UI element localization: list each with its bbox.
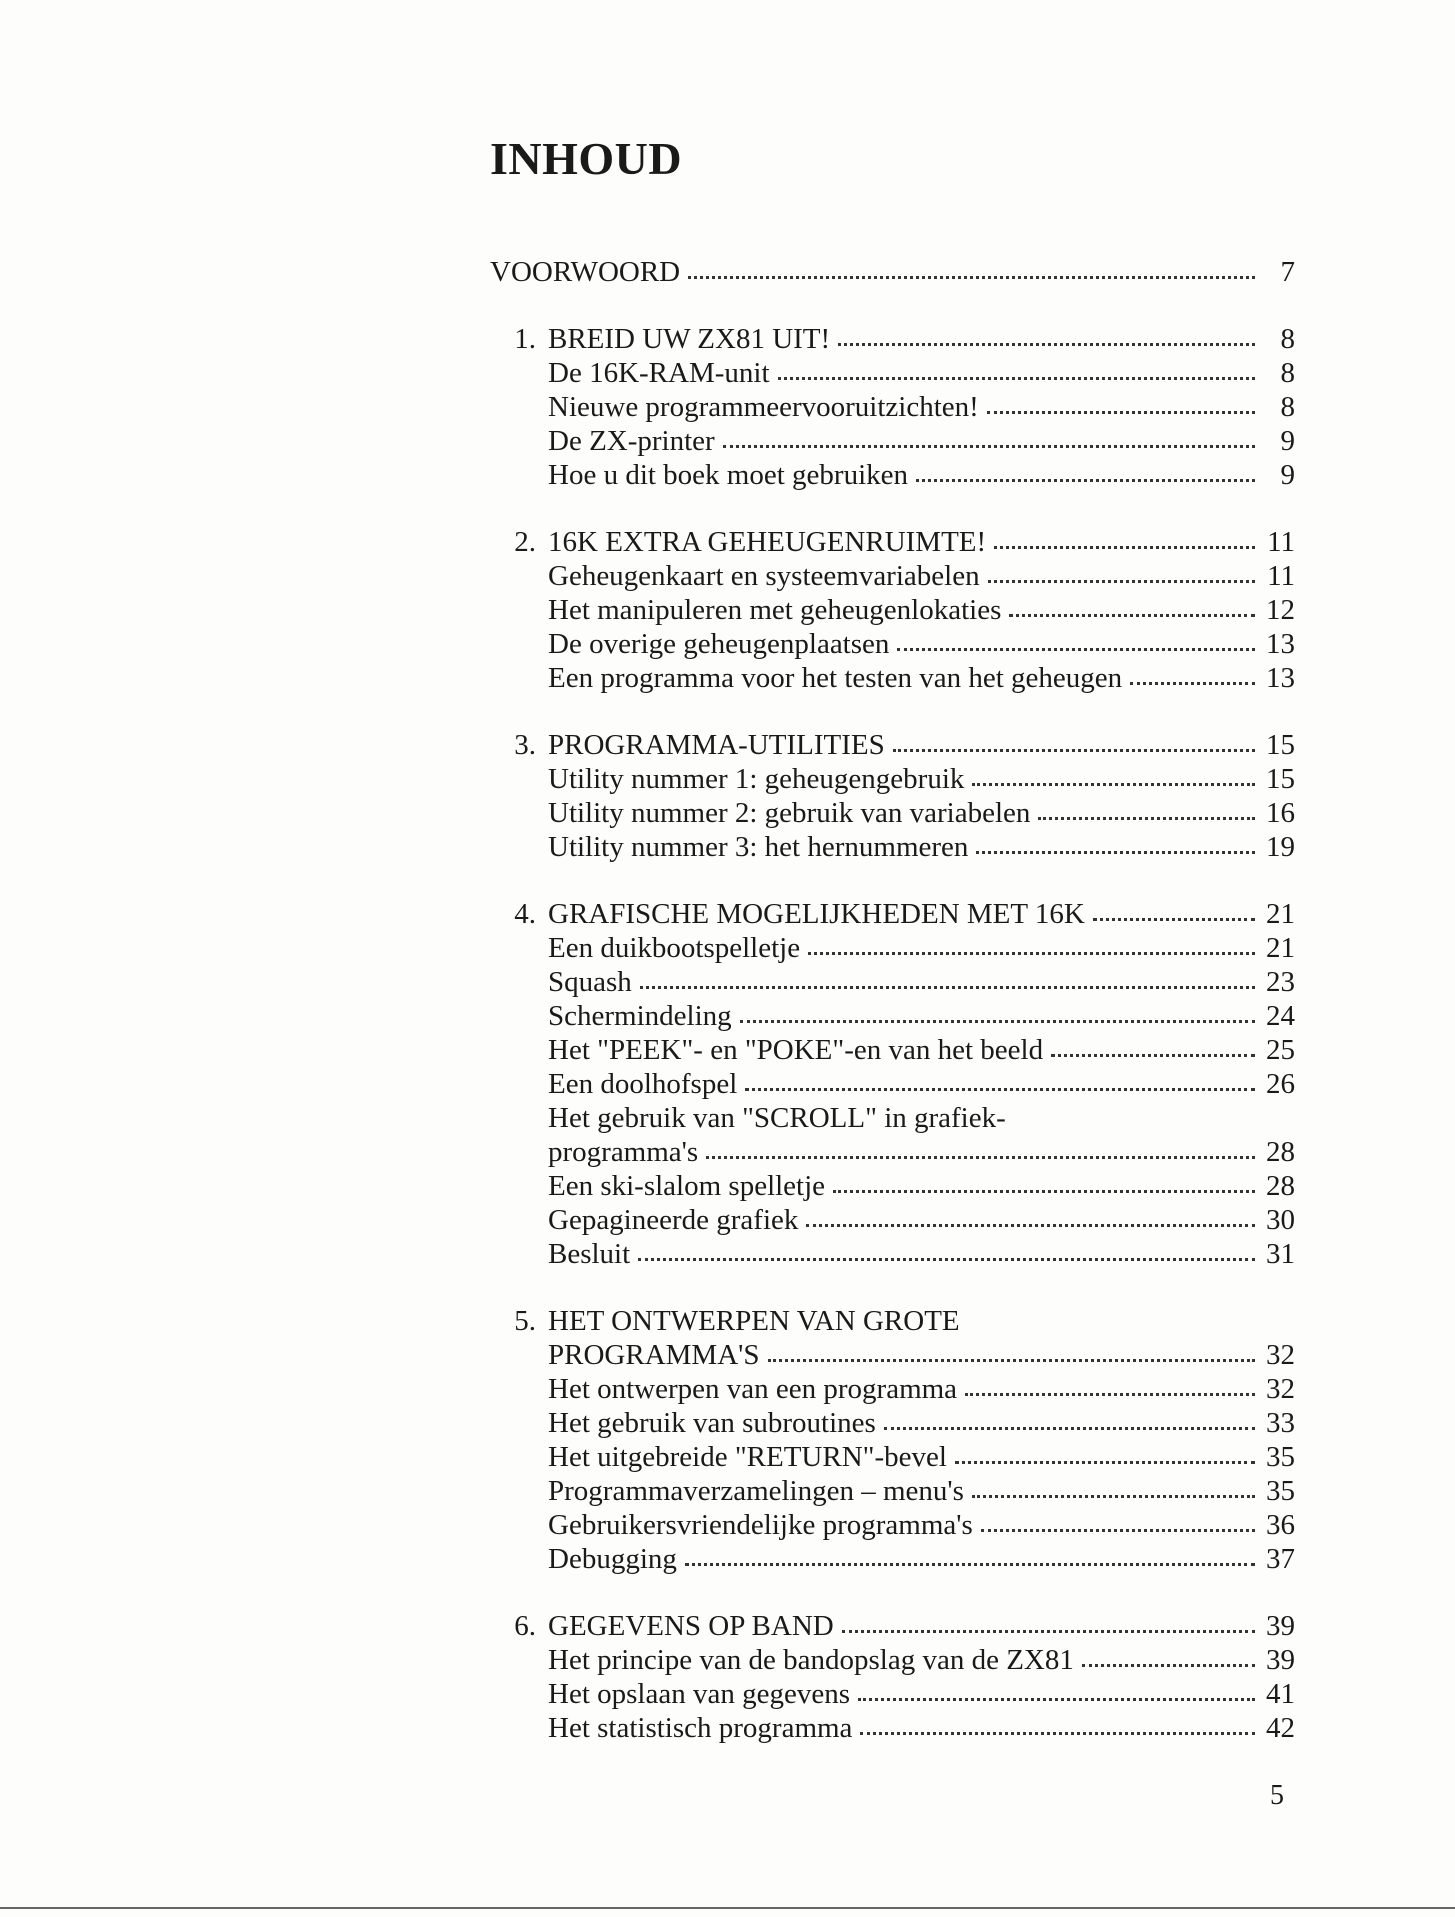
toc-entry-page: 16 (1266, 797, 1295, 829)
toc-entry (490, 525, 1295, 559)
toc-entry-title: Debugging (548, 1543, 677, 1575)
toc-entry-title: Hoe u dit boek moet gebruiken (548, 459, 908, 491)
toc-entry-number: 6. (514, 1610, 536, 1642)
toc-entry (490, 627, 1295, 661)
toc-entry-page: 23 (1266, 966, 1295, 998)
toc-entry-title: Het ontwerpen van een programma (548, 1373, 958, 1405)
dot-leader (1082, 1660, 1255, 1667)
toc-entry-page: 25 (1266, 1034, 1295, 1066)
toc-entry-page: 41 (1266, 1678, 1295, 1710)
toc-entry-title: Het uitgebreide "RETURN"-bevel (548, 1441, 947, 1473)
toc-entry (490, 1135, 1295, 1169)
dot-leader (893, 745, 1255, 752)
toc-entry-title: Schermindeling (548, 1000, 732, 1032)
toc-entry-title: Het gebruik van subroutines (548, 1407, 876, 1439)
toc-entry-title: Een duikbootspelletje (548, 932, 801, 964)
toc-entry (490, 965, 1295, 999)
toc-entry-page: 7 (1280, 256, 1295, 288)
toc-entry (490, 728, 1295, 762)
toc-entry-page: 35 (1266, 1441, 1295, 1473)
dot-leader (838, 339, 1255, 346)
dot-leader (987, 407, 1255, 414)
dot-leader (1130, 678, 1255, 685)
toc-entry-title: Nieuwe programmeervooruitzichten! (548, 391, 979, 423)
toc-entry-page: 26 (1266, 1068, 1295, 1100)
toc-entry-number: 2. (514, 526, 536, 558)
dot-leader (972, 1491, 1255, 1498)
page-title: INHOUD (490, 133, 683, 184)
toc-entry-page: 15 (1266, 729, 1295, 761)
toc-entry (490, 1542, 1295, 1576)
toc-entry-number: 5. (514, 1305, 536, 1337)
dot-leader (745, 1084, 1255, 1091)
toc-entry-title: 16K EXTRA GEHEUGENRUIMTE! (548, 526, 987, 558)
toc-entry-page: 8 (1280, 357, 1295, 389)
toc-entry-title: Besluit (548, 1238, 631, 1270)
toc-entry-title: GRAFISCHE MOGELIJKHEDEN MET 16K (548, 898, 1085, 930)
toc-entry-page: 8 (1280, 391, 1295, 423)
toc-entry (490, 390, 1295, 424)
toc-entry-title: De ZX-printer (548, 425, 715, 457)
toc-entry (490, 1677, 1295, 1711)
toc-entry-title: PROGRAMMA-UTILITIES (548, 729, 885, 761)
toc-entry-title: Utility nummer 2: gebruik van variabelen (548, 797, 1031, 829)
page-number: 5 (1270, 1780, 1284, 1811)
toc-entry-page: 11 (1267, 560, 1295, 592)
dot-leader (778, 373, 1255, 380)
toc-entry-page: 11 (1267, 526, 1295, 558)
toc-entry (490, 458, 1295, 492)
toc-entry-title: Het statistisch programma (548, 1712, 853, 1744)
toc-entry-page: 9 (1280, 459, 1295, 491)
dot-leader (806, 1220, 1255, 1227)
toc-entry-title: Een programma voor het testen van het geheugen (548, 662, 1123, 694)
toc-entry-page: 21 (1266, 898, 1295, 930)
dot-leader (897, 644, 1255, 651)
dot-leader (768, 1355, 1255, 1362)
toc-entry-page: 39 (1266, 1644, 1295, 1676)
toc-entry-number: 3. (514, 729, 536, 761)
toc-entry (490, 1440, 1295, 1474)
toc-entry-page: 13 (1266, 662, 1295, 694)
dot-leader (842, 1626, 1255, 1633)
toc-entry-page: 24 (1266, 1000, 1295, 1032)
toc-entry (490, 322, 1295, 356)
dot-leader (860, 1728, 1255, 1735)
toc-entry-number: 1. (514, 323, 536, 355)
toc-entry (490, 593, 1295, 627)
dot-leader (981, 1525, 1255, 1532)
toc-entry-page: 32 (1266, 1373, 1295, 1405)
toc-entry-title: Geheugenkaart en systeemvariabelen (548, 560, 980, 592)
toc-entry-title: Gepagineerde grafiek (548, 1204, 799, 1236)
toc-entry-title: programma's (548, 1136, 699, 1168)
toc-entry-title: Squash (548, 966, 632, 998)
dot-leader (740, 1016, 1255, 1023)
dot-leader (955, 1457, 1255, 1464)
dot-leader (988, 576, 1255, 583)
table-of-contents (490, 255, 1295, 1745)
toc-entry-title: VOORWOORD (490, 256, 681, 288)
toc-entry (490, 1711, 1295, 1745)
toc-entry-title: Het opslaan van gegevens (548, 1678, 850, 1710)
dot-leader (858, 1694, 1255, 1701)
toc-entry-title: PROGRAMMA'S (548, 1339, 760, 1371)
toc-entry-page: 30 (1266, 1204, 1295, 1236)
dot-leader (884, 1423, 1255, 1430)
toc-entry (490, 796, 1295, 830)
toc-entry-page: 39 (1266, 1610, 1295, 1642)
toc-entry (490, 1643, 1295, 1677)
toc-entry (490, 255, 1295, 289)
dot-leader (808, 948, 1255, 955)
toc-entry-page: 32 (1266, 1339, 1295, 1371)
toc-entry-title: Een doolhofspel (548, 1068, 738, 1100)
toc-entry-page: 21 (1266, 932, 1295, 964)
dot-leader (1009, 610, 1255, 617)
dot-leader (723, 441, 1255, 448)
dot-leader (972, 779, 1255, 786)
dot-leader (916, 475, 1255, 482)
toc-entry (490, 1101, 1295, 1135)
dot-leader (706, 1152, 1255, 1159)
toc-entry (490, 897, 1295, 931)
toc-entry (490, 1406, 1295, 1440)
toc-entry-title: Het principe van de bandopslag van de ZX81 (548, 1644, 1074, 1676)
toc-entry (490, 1304, 1295, 1338)
toc-entry-page: 19 (1266, 831, 1295, 863)
toc-entry-title: Gebruikersvriendelijke programma's (548, 1509, 973, 1541)
toc-entry (490, 1033, 1295, 1067)
toc-entry-title: HET ONTWERPEN VAN GROTE (548, 1305, 960, 1337)
toc-entry-title: GEGEVENS OP BAND (548, 1610, 834, 1642)
toc-entry (490, 356, 1295, 390)
toc-entry (490, 1372, 1295, 1406)
toc-entry-number: 4. (514, 898, 536, 930)
toc-entry-page: 31 (1266, 1238, 1295, 1270)
toc-entry-page: 36 (1266, 1509, 1295, 1541)
toc-entry (490, 1203, 1295, 1237)
toc-entry-title: Utility nummer 1: geheugengebruik (548, 763, 965, 795)
toc-entry (490, 1609, 1295, 1643)
toc-entry-title: De overige geheugenplaatsen (548, 628, 890, 660)
dot-leader (976, 847, 1255, 854)
toc-entry (490, 1338, 1295, 1372)
toc-entry (490, 1508, 1295, 1542)
dot-leader (1051, 1050, 1255, 1057)
toc-entry (490, 424, 1295, 458)
dot-leader (833, 1186, 1255, 1193)
toc-entry (490, 999, 1295, 1033)
toc-entry (490, 762, 1295, 796)
toc-entry (490, 931, 1295, 965)
toc-entry (490, 661, 1295, 695)
dot-leader (994, 542, 1255, 549)
toc-entry-page: 28 (1266, 1170, 1295, 1202)
toc-entry-page: 13 (1266, 628, 1295, 660)
toc-entry (490, 1237, 1295, 1271)
bottom-rule (0, 1907, 1455, 1909)
dot-leader (638, 1254, 1255, 1261)
toc-entry-page: 15 (1266, 763, 1295, 795)
toc-entry (490, 1067, 1295, 1101)
dot-leader (640, 982, 1255, 989)
toc-entry-page: 28 (1266, 1136, 1295, 1168)
toc-entry-page: 35 (1266, 1475, 1295, 1507)
dot-leader (685, 1559, 1255, 1566)
toc-entry-title: Programmaverzamelingen – menu's (548, 1475, 964, 1507)
toc-entry-page: 8 (1280, 323, 1295, 355)
toc-entry (490, 559, 1295, 593)
toc-entry-title: Het gebruik van "SCROLL" in grafiek- (548, 1102, 1006, 1134)
toc-entry-title: Het manipuleren met geheugenlokaties (548, 594, 1002, 626)
toc-entry-page: 33 (1266, 1407, 1295, 1439)
toc-entry (490, 1169, 1295, 1203)
toc-entry-page: 9 (1280, 425, 1295, 457)
dot-leader (688, 272, 1255, 279)
toc-entry-page: 37 (1266, 1543, 1295, 1575)
dot-leader (1038, 813, 1255, 820)
toc-entry (490, 1474, 1295, 1508)
dot-leader (1093, 914, 1255, 921)
toc-entry (490, 830, 1295, 864)
toc-entry-title: De 16K-RAM-unit (548, 357, 770, 389)
toc-entry-title: Utility nummer 3: het hernummeren (548, 831, 969, 863)
toc-entry-title: Een ski-slalom spelletje (548, 1170, 826, 1202)
toc-entry-page: 12 (1266, 594, 1295, 626)
dot-leader (965, 1389, 1255, 1396)
toc-entry-title: Het "PEEK"- en "POKE"-en van het beeld (548, 1034, 1044, 1066)
toc-entry-title: BREID UW ZX81 UIT! (548, 323, 831, 355)
toc-entry-page: 42 (1266, 1712, 1295, 1744)
